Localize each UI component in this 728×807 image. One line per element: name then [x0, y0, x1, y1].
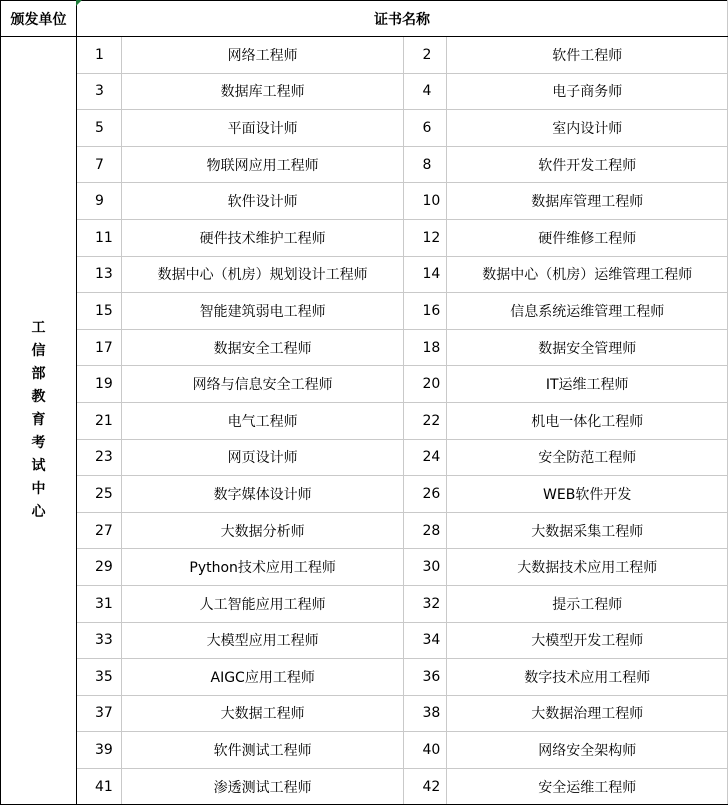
cert-number: 34 [404, 622, 447, 659]
cert-name: 硬件技术维护工程师 [121, 219, 404, 256]
cert-number: 39 [76, 732, 121, 769]
table-row [1, 146, 728, 183]
issuer-cell: 工信部教育考试中心 [1, 37, 77, 805]
cert-name: 软件设计师 [121, 183, 404, 220]
cert-name: AIGC应用工程师 [121, 659, 404, 696]
cert-name: 硬件维修工程师 [447, 219, 728, 256]
table-row [1, 549, 728, 586]
cert-name: 物联网应用工程师 [121, 146, 404, 183]
cert-number: 20 [404, 366, 447, 403]
table-row [1, 695, 728, 732]
cert-name: 软件开发工程师 [447, 146, 728, 183]
cert-number: 11 [76, 219, 121, 256]
cert-number: 15 [76, 293, 121, 330]
cert-number: 35 [76, 659, 121, 696]
cert-name: 数字技术应用工程师 [447, 659, 728, 696]
cert-number: 3 [76, 73, 121, 110]
table-row [1, 329, 728, 366]
cert-number: 6 [404, 110, 447, 147]
cert-name: 数据安全工程师 [121, 329, 404, 366]
table-row [1, 110, 728, 147]
cert-number: 30 [404, 549, 447, 586]
cert-number: 28 [404, 512, 447, 549]
table-row [1, 73, 728, 110]
cert-number: 29 [76, 549, 121, 586]
cert-number: 40 [404, 732, 447, 769]
table-row [1, 622, 728, 659]
cert-name: 大模型应用工程师 [121, 622, 404, 659]
cert-name: 数据库工程师 [121, 73, 404, 110]
table-row [1, 366, 728, 403]
cert-name: 大数据工程师 [121, 695, 404, 732]
table-row [1, 512, 728, 549]
table-row [1, 219, 728, 256]
cert-number: 2 [404, 37, 447, 74]
cert-number: 27 [76, 512, 121, 549]
table-row [1, 293, 728, 330]
cert-number: 4 [404, 73, 447, 110]
table-body [1, 37, 728, 805]
cert-number: 19 [76, 366, 121, 403]
header-row [1, 1, 728, 37]
cert-number: 26 [404, 476, 447, 513]
cert-name: 平面设计师 [121, 110, 404, 147]
cert-name: WEB软件开发 [447, 476, 728, 513]
cert-name: 网络工程师 [121, 37, 404, 74]
cert-name: IT运维工程师 [447, 366, 728, 403]
cert-number: 32 [404, 585, 447, 622]
cert-number: 24 [404, 439, 447, 476]
cert-name: 网页设计师 [121, 439, 404, 476]
cert-name: 数据中心（机房）运维管理工程师 [447, 256, 728, 293]
cert-name: 智能建筑弱电工程师 [121, 293, 404, 330]
cert-number: 1 [76, 37, 121, 74]
cert-name: 电子商务师 [447, 73, 728, 110]
cert-name: 电气工程师 [121, 402, 404, 439]
cert-number: 12 [404, 219, 447, 256]
table-row [1, 768, 728, 805]
cert-number: 25 [76, 476, 121, 513]
cert-name: 网络安全架构师 [447, 732, 728, 769]
cert-number: 22 [404, 402, 447, 439]
cert-number: 8 [404, 146, 447, 183]
cert-name: 安全运维工程师 [447, 768, 728, 805]
cert-name: 安全防范工程师 [447, 439, 728, 476]
table-row [1, 183, 728, 220]
table-row [1, 402, 728, 439]
cert-name: 提示工程师 [447, 585, 728, 622]
cell-selection-marker [76, 0, 82, 6]
cert-name: 数据库管理工程师 [447, 183, 728, 220]
cert-name: 大数据采集工程师 [447, 512, 728, 549]
cert-name: 大模型开发工程师 [447, 622, 728, 659]
cert-number: 33 [76, 622, 121, 659]
cert-name: 软件工程师 [447, 37, 728, 74]
cert-number: 31 [76, 585, 121, 622]
table-row [1, 659, 728, 696]
cert-number: 41 [76, 768, 121, 805]
cert-number: 38 [404, 695, 447, 732]
table-row [1, 439, 728, 476]
cert-name: 大数据治理工程师 [447, 695, 728, 732]
cert-name: 机电一体化工程师 [447, 402, 728, 439]
table-row [1, 256, 728, 293]
cert-number: 5 [76, 110, 121, 147]
cert-number: 36 [404, 659, 447, 696]
cert-name: 大数据分析师 [121, 512, 404, 549]
cert-number: 9 [76, 183, 121, 220]
cert-number: 13 [76, 256, 121, 293]
table-row [1, 37, 728, 74]
cert-name: 信息系统运维管理工程师 [447, 293, 728, 330]
cert-name: 数据中心（机房）规划设计工程师 [121, 256, 404, 293]
cert-name: 网络与信息安全工程师 [121, 366, 404, 403]
cert-number: 42 [404, 768, 447, 805]
cert-number: 23 [76, 439, 121, 476]
cert-name: 软件测试工程师 [121, 732, 404, 769]
cert-number: 21 [76, 402, 121, 439]
cert-name: 大数据技术应用工程师 [447, 549, 728, 586]
cert-number: 7 [76, 146, 121, 183]
table-row [1, 585, 728, 622]
cert-number: 18 [404, 329, 447, 366]
cert-number: 17 [76, 329, 121, 366]
cert-number: 16 [404, 293, 447, 330]
issuer-column-header: 颁发单位 [1, 1, 77, 37]
cert-name-column-header: 证书名称 [76, 1, 727, 37]
table-row [1, 476, 728, 513]
table-row [1, 732, 728, 769]
cert-name: Python技术应用工程师 [121, 549, 404, 586]
cert-number: 14 [404, 256, 447, 293]
cert-number: 37 [76, 695, 121, 732]
cert-name: 数据安全管理师 [447, 329, 728, 366]
cert-name: 人工智能应用工程师 [121, 585, 404, 622]
cert-number: 10 [404, 183, 447, 220]
cert-name: 渗透测试工程师 [121, 768, 404, 805]
cert-name: 数字媒体设计师 [121, 476, 404, 513]
cert-name: 室内设计师 [447, 110, 728, 147]
